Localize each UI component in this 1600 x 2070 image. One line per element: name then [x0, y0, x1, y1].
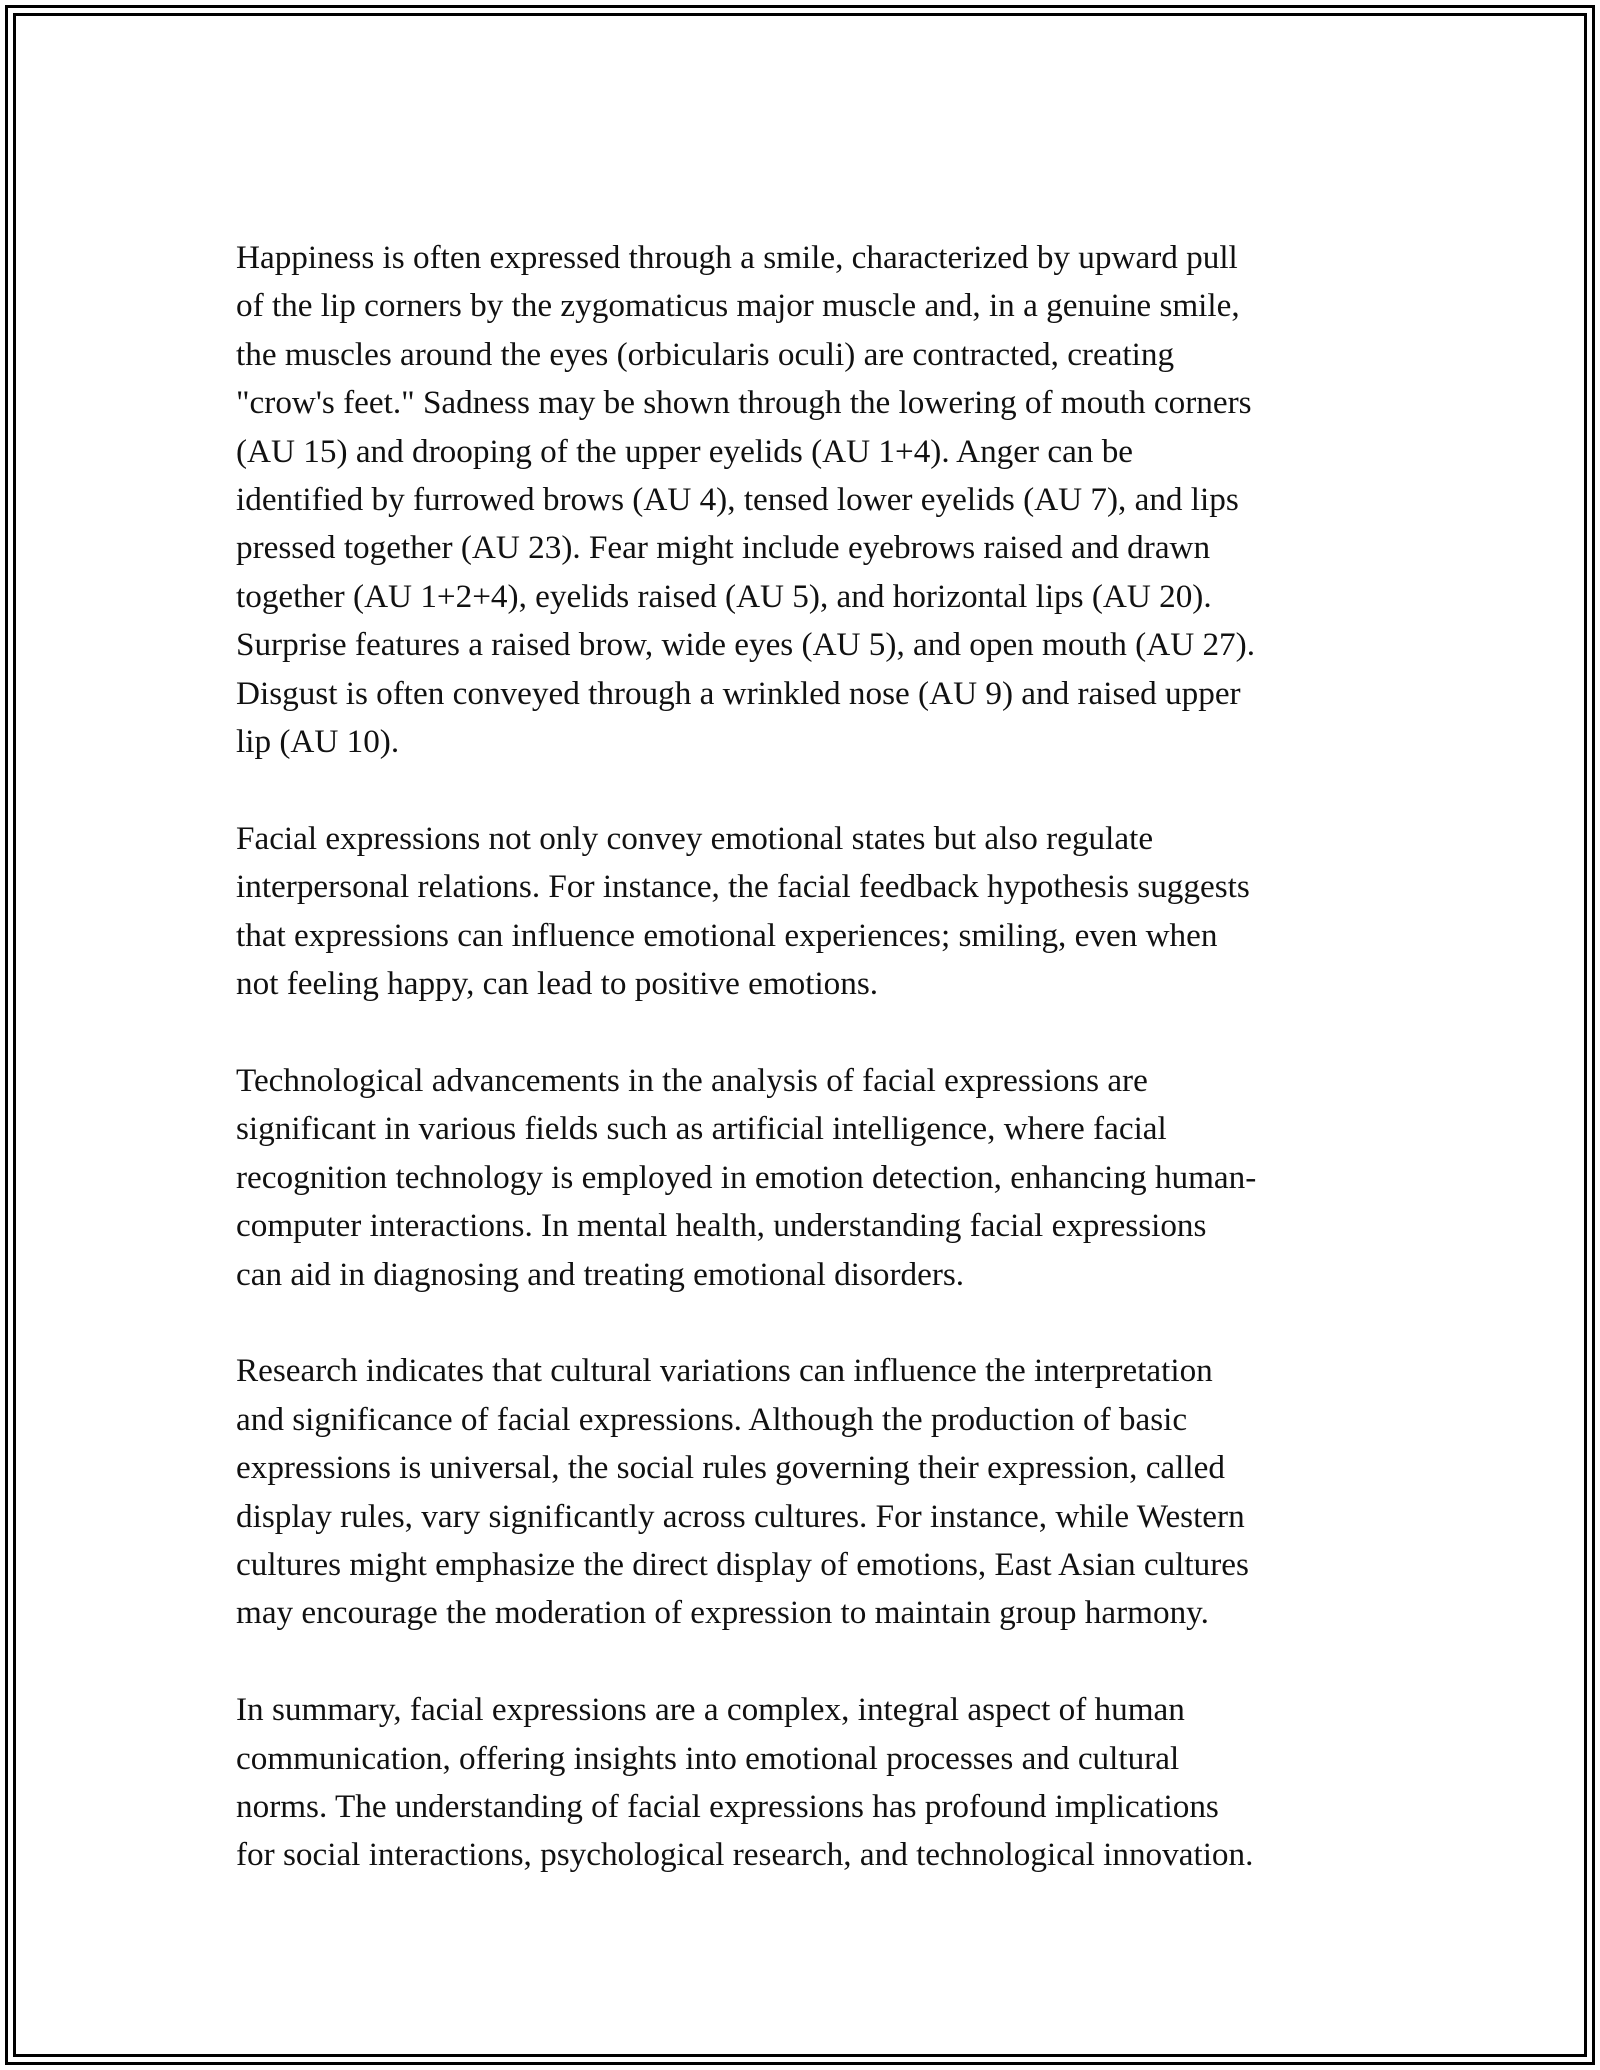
paragraph-expressions-of-emotion: Happiness is often expressed through a smile, characterized by upward pull of the lip corners by the zygomaticus major muscle and, in a genuine smile, the muscles around the eyes (orbicularis oculi) are contracted, creating "crow's feet." Sadness may be shown through the lowering of mouth corners (AU 15) and drooping of the upper eyelids (AU 1+4). Anger can be identified by furrowed brows (AU 4), tensed lower eyelids (AU 7), and lips pressed together (AU 23). Fear might include eyebrows raised and drawn together (AU 1+2+4), eyelids raised (AU 5), and horizontal lips (AU 20). Surprise features a raised brow, wide eyes (AU 5), and open mouth (AU 27). Disgust is often conveyed through a wrinkled nose (AU 9) and raised upper lip (AU 10).: [236, 239, 1255, 761]
paragraph-technological-advancements: Technological advancements in the analysis of facial expressions are significant in various fields such as artificial intelligence, where facial recognition technology is employed in emotion detection, enhancing human- computer interactions. In mental health, understanding facial expressions can aid in diagnosing and treating emotional disorders.: [236, 1061, 1257, 1293]
paragraph-interpersonal-regulation: Facial expressions not only convey emotional states but also regulate interpersonal relations. For instance, the facial feedback hypothesis suggests that expressions can influence emotional experiences; smiling, even when not feeling happy, can lead to positive emotions.: [236, 819, 1250, 1003]
paragraph-cultural-variations: Research indicates that cultural variations can influence the interpretation and significance of facial expressions. Although the production of basic expressions is universal, the social rules governing their expression, called display rules, vary significantly across cultures. For instance, while Western cultures might emphasize the direct display of emotions, East Asian cultures may encourage the moderation of expression to maintain group harmony.: [236, 1352, 1249, 1632]
paragraph-summary: In summary, facial expressions are a complex, integral aspect of human communication, offering insights into emotional processes and cultural norms. The understanding of facial expressions has profound implications for social interactions, psychological research, and technological innovation.: [236, 1691, 1254, 1874]
document-body: [236, 234, 1376, 1880]
